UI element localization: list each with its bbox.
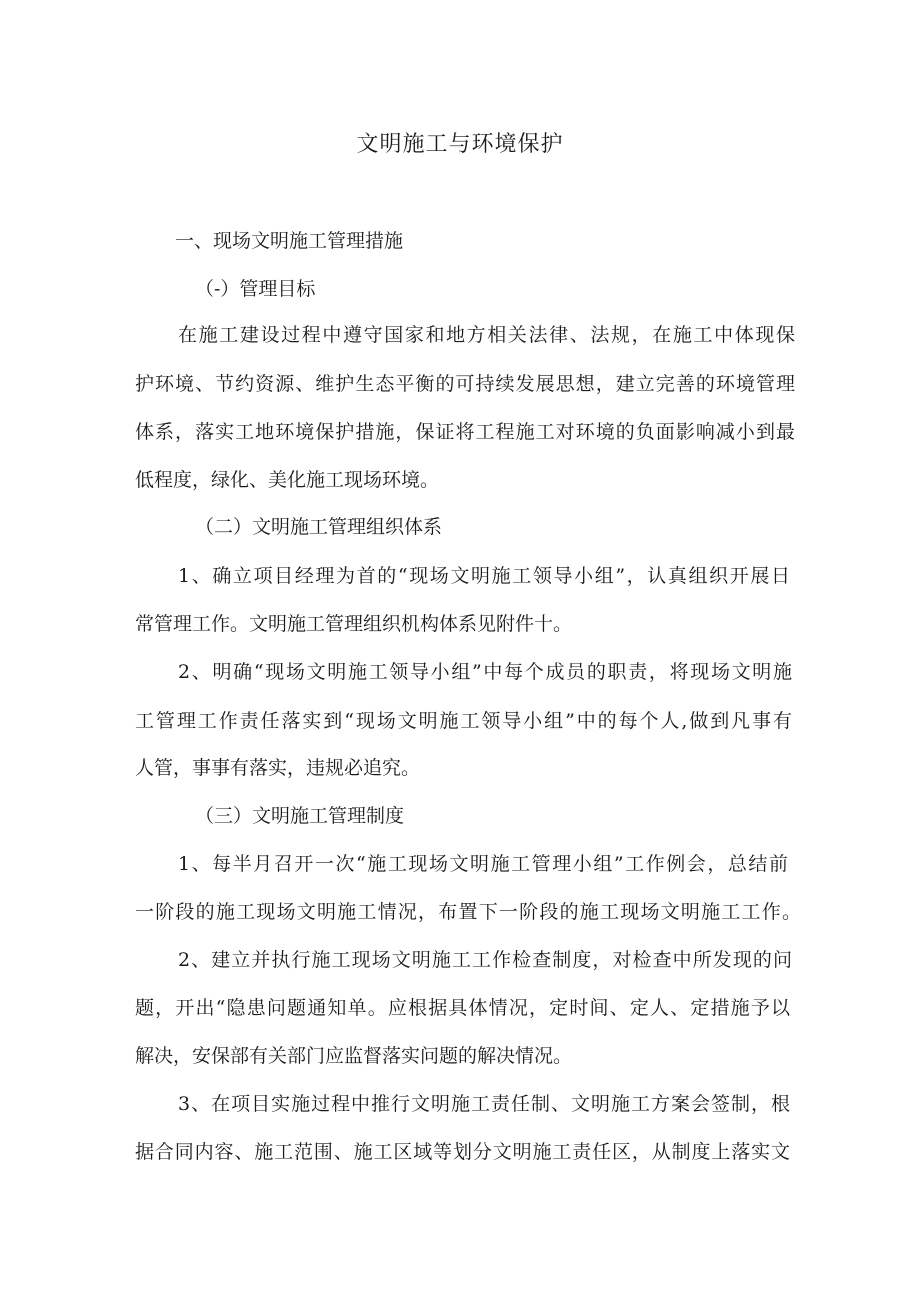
section-heading-1: 一、现场文明施工管理措施 — [175, 230, 404, 252]
document-title: 文明施工与环境保护 — [356, 132, 564, 157]
paragraph-line: 护环境、节约资源、维护生态平衡的可持续发展思想，建立完善的环境管理 — [135, 373, 795, 395]
paragraph-line: 1、每半月召开一次“施工现场文明施工管理小组”工作例会，总结前 — [178, 853, 788, 875]
paragraph-line: 2、建立并执行施工现场文明施工工作检查制度，对检查中所发现的问 — [178, 949, 792, 971]
paragraph-line: 1、确立项目经理为首的“现场文明施工领导小组”，认真组织开展日 — [178, 565, 790, 587]
paragraph-line: 在施工建设过程中遵守国家和地方相关法律、法规，在施工中体现保 — [178, 324, 795, 346]
paragraph-line: 工管理工作责任落实到“现场文明施工领导小组”中的每个人,做到凡事有 — [135, 710, 792, 732]
paragraph-line: 体系，落实工地环境保护措施，保证将工程施工对环境的负面影响减小到最 — [135, 421, 795, 443]
paragraph-line: 一阶段的施工现场文明施工情况，布置下一阶段的施工现场文明施工工作。 — [135, 901, 801, 923]
subsection-heading-2: （二）文明施工管理组织体系 — [195, 516, 443, 538]
paragraph-line: 2、明确“现场文明施工领导小组”中每个成员的职责，将现场文明施 — [178, 661, 792, 683]
paragraph-line: 据合同内容、施工范围、施工区域等划分文明施工责任区，从制度上落实文 — [135, 1141, 790, 1163]
paragraph-line: 人管，事事有落实，违规必追究。 — [135, 757, 421, 779]
paragraph-line: 低程度，绿化、美化施工现场环境。 — [135, 469, 440, 491]
subsection-heading-1: （-）管理目标 — [195, 278, 316, 300]
paragraph-line: 解决，安保部有关部门应监督落实问题的解决情况。 — [135, 1045, 573, 1067]
subsection-heading-3: （三）文明施工管理制度 — [195, 805, 405, 827]
paragraph-line: 3、在项目实施过程中推行文明施工责任制、文明施工方案会签制，根 — [178, 1093, 790, 1115]
paragraph-line: 常管理工作。文明施工管理组织机构体系见附件十。 — [135, 613, 573, 635]
paragraph-line: 题，开出“隐患问题通知单。应根据具体情况，定时间、定人、定措施予以 — [135, 997, 790, 1019]
